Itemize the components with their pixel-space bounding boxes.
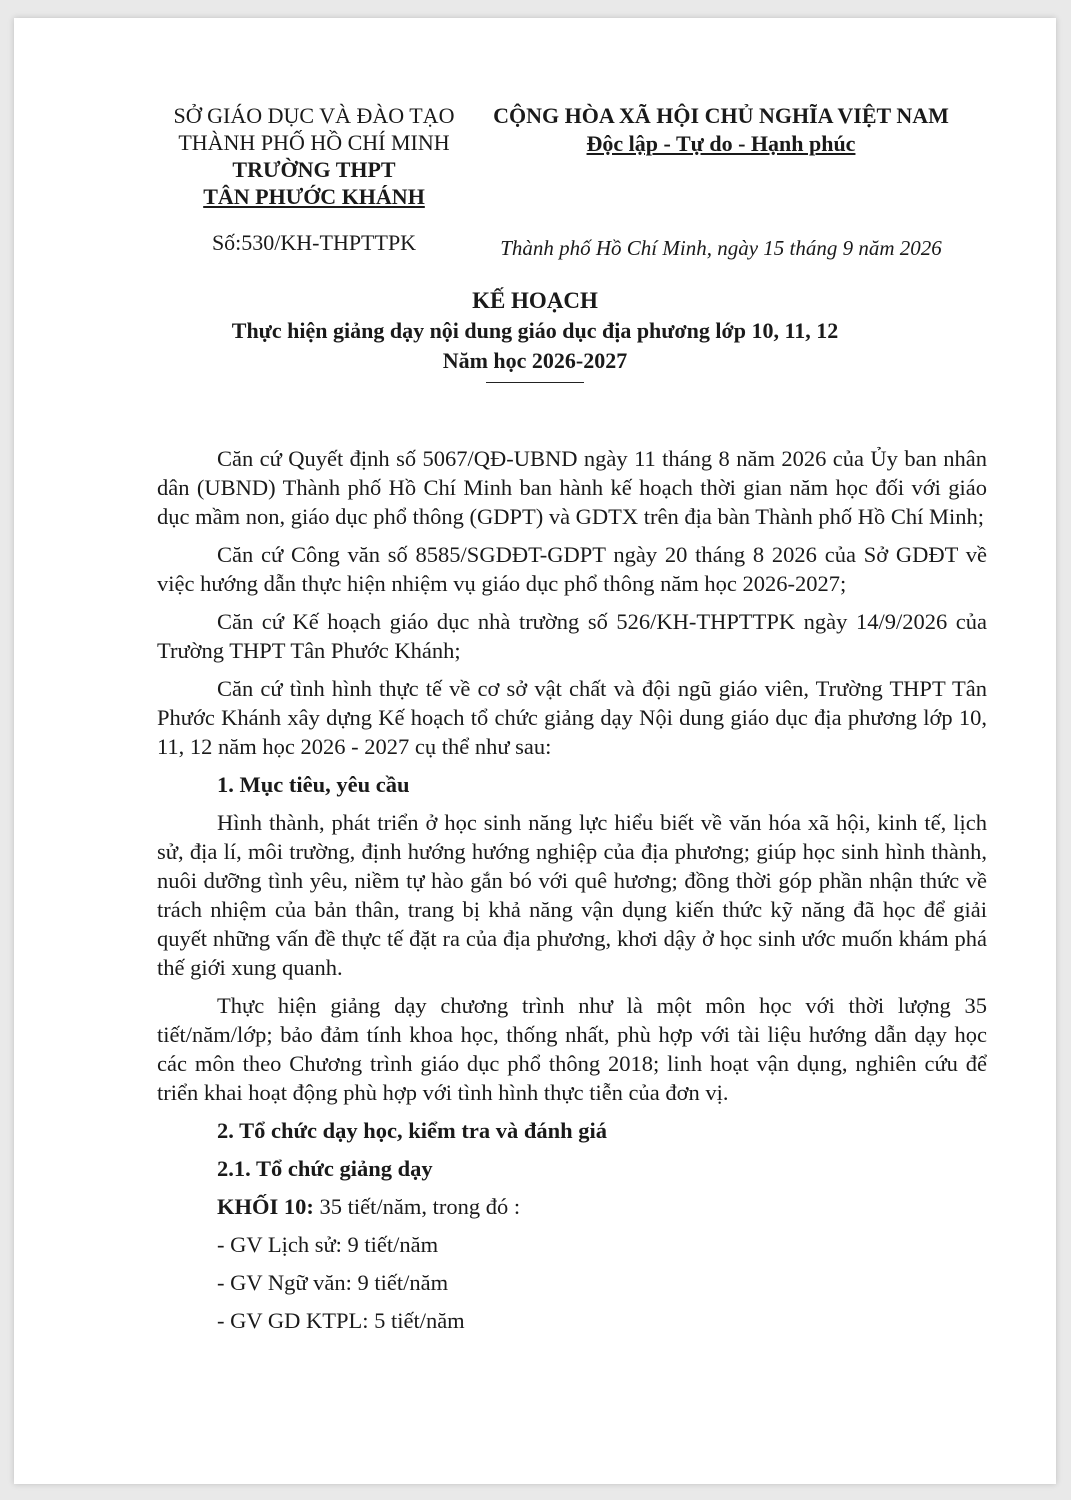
paragraph-legal-basis-3: Căn cứ Kế hoạch giáo dục nhà trường số 526/KH-THPTTPK ngày 14/9/2026 của Trường THPT Tân Phước Khánh; bbox=[157, 609, 987, 663]
list-item: - GV Ngữ văn: 9 tiết/năm bbox=[217, 1270, 449, 1295]
paragraph-legal-basis-1: Căn cứ Quyết định số 5067/QĐ-UBND ngày 11 tháng 8 năm 2026 của Ủy ban nhân dân (UBND) Thành phố Hồ Chí Minh ban hành kế hoạch thời gian năm học đối với giáo dục mầm non, giáo dục phổ thông (GDPT) và GDTX trên địa bàn Thành phố Hồ Chí Minh; bbox=[157, 446, 987, 529]
document-title: KẾ HOẠCH bbox=[472, 288, 598, 313]
grade-10-text: 35 tiết/năm, trong đó : bbox=[313, 1194, 521, 1219]
list-item: - GV GD KTPL: 5 tiết/năm bbox=[217, 1308, 465, 1333]
document-page bbox=[14, 18, 1056, 1484]
paragraph-requirements: Thực hiện giảng dạy chương trình như là một môn học với thời lượng 35 tiết/năm/lớp; bảo đảm tính khoa học, thống nhất, phù hợp với tài liệu hướng dẫn dạy học các môn theo Chương trình giáo dục phổ thông 2018; linh hoạt vận dụng, nghiên cứu để triển khai hoạt động phù hợp với tình hình thực tiễn của đơn vị. bbox=[157, 993, 987, 1105]
paragraph-legal-basis-2: Căn cứ Công văn số 8585/SGDĐT-GDPT ngày 20 tháng 8 2026 của Sở GDĐT về việc hướng dẫn thực hiện nhiệm vụ giáo dục phổ thông năm học 2026-2027; bbox=[157, 542, 987, 596]
national-heading-block bbox=[476, 102, 966, 158]
department-name: SỞ GIÁO DỤC VÀ ĐÀO TẠO bbox=[173, 103, 455, 128]
document-number: Số:530/KH-THPTTPK bbox=[211, 230, 417, 255]
national-motto: Độc lập - Tự do - Hạnh phúc bbox=[586, 131, 856, 156]
city-name: THÀNH PHỐ HỒ CHÍ MINH bbox=[178, 130, 450, 155]
school-name-line1: TRƯỜNG THPT bbox=[232, 157, 396, 182]
document-subtitle: Thực hiện giảng dạy nội dung giáo dục địa phương lớp 10, 11, 12 bbox=[231, 318, 839, 343]
section-heading-2: 2. Tổ chức dạy học, kiểm tra và đánh giá bbox=[217, 1118, 607, 1143]
issuing-authority-block bbox=[154, 102, 474, 256]
title-divider bbox=[486, 382, 584, 383]
section-heading-2-1: 2.1. Tổ chức giảng dạy bbox=[217, 1156, 433, 1181]
date-place: Thành phố Hồ Chí Minh, ngày 15 tháng 9 năm 2026 bbox=[500, 236, 942, 260]
paragraph-legal-basis-4: Căn cứ tình hình thực tế về cơ sở vật chất và đội ngũ giáo viên, Trường THPT Tân Phước Khánh xây dựng Kế hoạch tổ chức giảng dạy Nội dung giáo dục địa phương lớp 10, 11, 12 năm học 2026 - 2027 cụ thể như sau: bbox=[157, 676, 987, 759]
school-name-line2: TÂN PHƯỚC KHÁNH bbox=[203, 184, 425, 209]
document-title-block bbox=[14, 286, 1056, 383]
document-body bbox=[157, 444, 987, 1344]
paragraph-objectives: Hình thành, phát triển ở học sinh năng lực hiểu biết về văn hóa xã hội, kinh tế, lịch sử, địa lí, môi trường, định hướng hướng nghiệp của địa phương; giúp học sinh hình thành, nuôi dưỡng tình yêu, niềm tự hào gắn bó với quê hương; đồng thời góp phần nhận thức về trách nhiệm của bản thân, trang bị khả năng vận dụng kiến thức kỹ năng đã học để giải quyết những vấn đề thực tế đặt ra của địa phương, khơi dậy ở học sinh ước muốn khám phá thế giới xung quanh. bbox=[157, 810, 987, 980]
grade-10-label: KHỐI 10: bbox=[217, 1194, 314, 1219]
list-item: - GV Lịch sử: 9 tiết/năm bbox=[217, 1232, 439, 1257]
section-heading-1: 1. Mục tiêu, yêu cầu bbox=[217, 772, 410, 797]
grade-10-line bbox=[157, 1192, 987, 1221]
school-year: Năm học 2026-2027 bbox=[442, 348, 628, 373]
country-name: CỘNG HÒA XÃ HỘI CHỦ NGHĨA VIỆT NAM bbox=[493, 103, 949, 128]
